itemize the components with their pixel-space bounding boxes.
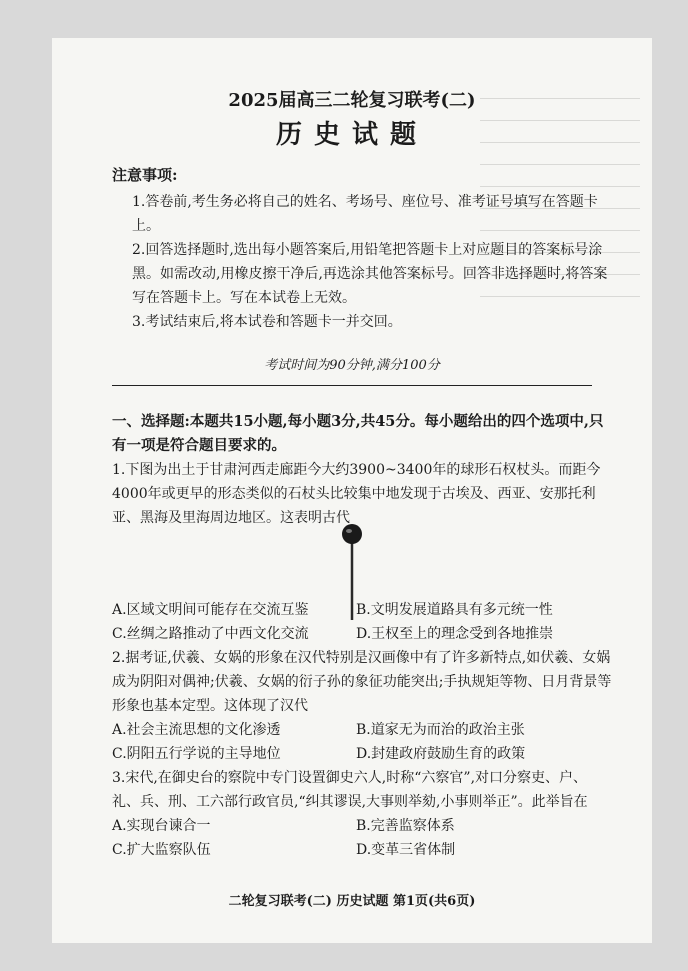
option-b[interactable]: B.完善监察体系 (356, 818, 455, 834)
option-d[interactable]: D.变革三省体制 (356, 842, 456, 858)
exam-time-score: 考试时间为90分钟,满分100分 (264, 358, 440, 373)
question-1 (112, 458, 612, 530)
option-d[interactable]: D.封建政府鼓励生育的政策 (356, 746, 526, 762)
question-1-options (112, 598, 612, 646)
option-a[interactable]: A.区域文明间可能存在交流互鉴 (112, 602, 309, 618)
notice-item: 3.考试结束后,将本试卷和答题卡一并交回。 (132, 314, 402, 330)
question-stem: 3.宋代,在御史台的察院中专门设置御史六人,时称“六察官”,对口分察吏、户、礼、兵、刑、工六部行政官员,“纠其谬误,大事则举劾,小事则举正”。此举旨在 (112, 770, 588, 810)
option-a[interactable]: A.社会主流思想的文化渗透 (112, 722, 281, 738)
question-stem: 2.据考证,伏羲、女娲的形象在汉代特别是汉画像中有了许多新特点,如伏羲、女娲成为阴阳对偶神;伏羲、女娲的衍子孙的象征功能突出;手执规矩等物、日月背景等形象也基本定型。这体现了汉代 (112, 650, 612, 714)
option-b[interactable]: B.文明发展道路具有多元统一性 (356, 602, 553, 618)
option-d[interactable]: D.王权至上的理念受到各地推崇 (356, 626, 554, 642)
option-b[interactable]: B.道家无为而治的政治主张 (356, 722, 525, 738)
option-a[interactable]: A.实现台谏合一 (112, 818, 211, 834)
divider (112, 385, 592, 386)
question-stem: 1.下图为出土于甘肃河西走廊距今大约3900~3400年的球形石权杖头。而距今4000年或更早的形态类似的石杖头比较集中地发现于古埃及、西亚、安那托利亚、黑海及里海周边地区。这表明古代 (112, 462, 601, 526)
question-2 (112, 646, 612, 766)
exam-title: 2025届高三二轮复习联考(二) (228, 90, 476, 111)
option-c[interactable]: C.扩大监察队伍 (112, 842, 211, 858)
notice-list (132, 190, 612, 334)
page-footer: 二轮复习联考(二) 历史试题 第1页(共6页) (228, 894, 476, 909)
notice-item: 2.回答选择题时,选出每小题答案后,用铅笔把答题卡上对应题目的答案标号涂黑。如需改动,用橡皮擦干净后,再选涂其他答案标号。回答非选择题时,将答案写在答题卡上。写在本试卷上无效。 (132, 242, 608, 306)
question-3 (112, 766, 612, 862)
option-c[interactable]: C.丝绸之路推动了中西文化交流 (112, 626, 309, 642)
option-c[interactable]: C.阴阳五行学说的主导地位 (112, 746, 281, 762)
exam-subject-title: 历史试题 (275, 120, 428, 150)
section-heading: 一、选择题:本题共15小题,每小题3分,共45分。每小题给出的四个选项中,只有一项是符合题目要求的。 (112, 413, 604, 454)
exam-paper (52, 38, 652, 943)
notice-heading: 注意事项: (112, 166, 178, 184)
notice-item: 1.答卷前,考生务必将自己的姓名、考场号、座位号、准考证号填写在答题卡上。 (132, 194, 598, 234)
